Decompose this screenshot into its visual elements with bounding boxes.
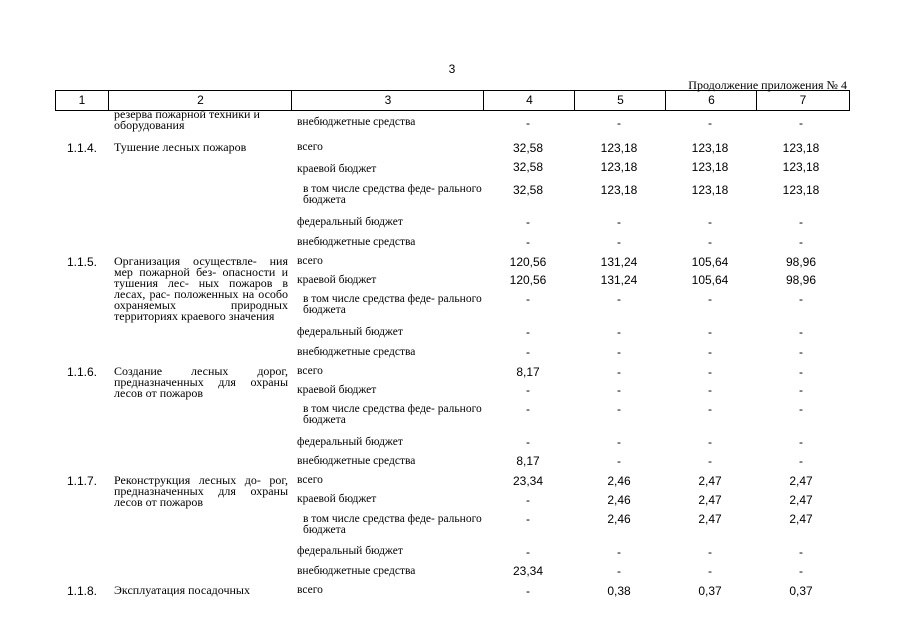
header-col-3: 3 xyxy=(291,91,484,110)
funding-source: федеральный бюджет xyxy=(297,216,403,228)
value-col-7: - xyxy=(799,215,803,229)
value-col-7: - xyxy=(799,545,803,559)
value-col-6: - xyxy=(708,235,712,249)
funding-source: всего xyxy=(297,474,323,486)
value-col-4: 23,34 xyxy=(512,564,544,578)
value-col-4: 23,34 xyxy=(512,474,544,488)
value-col-4: 120,56 xyxy=(509,255,547,269)
value-col-4: - xyxy=(526,402,530,416)
funding-source: внебюджетные средства xyxy=(297,455,416,467)
header-col-2: 2 xyxy=(108,91,292,110)
header-col-1: 1 xyxy=(78,93,86,107)
value-col-5: - xyxy=(617,325,621,339)
value-col-4: - xyxy=(526,493,530,507)
value-col-6: - xyxy=(708,116,712,130)
funding-source: в том числе средства феде- рального бюджета xyxy=(303,403,482,426)
value-col-7: - xyxy=(799,564,803,578)
value-col-5: 2,46 xyxy=(607,493,631,507)
value-col-4: 120,56 xyxy=(509,273,547,287)
value-col-5: - xyxy=(617,235,621,249)
value-col-7: - xyxy=(799,345,803,359)
item-number: 1.1.4. xyxy=(66,141,98,155)
value-col-6: 105,64 xyxy=(691,255,729,269)
value-col-7: 123,18 xyxy=(782,183,820,197)
header-col-5: 5 xyxy=(574,91,666,110)
value-col-6: - xyxy=(708,215,712,229)
value-col-5: - xyxy=(617,454,621,468)
funding-source: внебюджетные средства xyxy=(297,565,416,577)
value-col-4: - xyxy=(526,383,530,397)
funding-source: в том числе средства феде- рального бюджета xyxy=(303,513,482,536)
item-title: Реконструкция лесных до- рог, предназначенных для охраны лесов от пожаров xyxy=(114,473,288,509)
value-col-7: - xyxy=(799,435,803,449)
value-col-5: - xyxy=(617,215,621,229)
funding-source: внебюджетные средства xyxy=(297,236,416,248)
value-col-5: - xyxy=(617,564,621,578)
value-col-5: - xyxy=(617,383,621,397)
value-col-4: 32,58 xyxy=(512,160,544,174)
value-col-5: - xyxy=(617,292,621,306)
value-col-6: - xyxy=(708,545,712,559)
item-number: 1.1.5. xyxy=(66,255,98,269)
header-col-4: 4 xyxy=(483,91,575,110)
value-col-4: 32,58 xyxy=(512,183,544,197)
value-col-7: 123,18 xyxy=(782,141,820,155)
header-col-7: 7 xyxy=(756,91,849,110)
funding-source: федеральный бюджет xyxy=(297,545,403,557)
item-number: 1.1.7. xyxy=(66,474,98,488)
value-col-7: - xyxy=(799,235,803,249)
value-col-7: 123,18 xyxy=(782,160,820,174)
item-title: Создание лесных дорог, предназначенных для охраны лесов от пожаров xyxy=(114,364,288,400)
value-col-7: 98,96 xyxy=(785,273,817,287)
value-col-4: 8,17 xyxy=(516,365,540,379)
funding-source: краевой бюджет xyxy=(297,384,377,396)
value-col-6: - xyxy=(708,435,712,449)
value-col-5: 123,18 xyxy=(600,141,638,155)
value-col-5: 123,18 xyxy=(600,183,638,197)
value-col-6: 123,18 xyxy=(691,160,729,174)
funding-source: краевой бюджет xyxy=(297,163,377,175)
value-col-7: 2,47 xyxy=(789,493,813,507)
value-col-6: - xyxy=(708,454,712,468)
header-col-6: 6 xyxy=(665,91,757,110)
item-title: Организация осуществле- ния мер пожарной без- опасности и тушения лес- ных пожаров в лесах, рас- положенных на особо охраняемых природных территориях краевого значения xyxy=(114,254,288,323)
funding-source: краевой бюджет xyxy=(297,493,377,505)
funding-source: всего xyxy=(297,584,323,596)
funding-source: всего xyxy=(297,255,323,267)
funding-source: внебюджетные средства xyxy=(297,346,416,358)
value-col-6: - xyxy=(708,345,712,359)
value-col-5: 2,46 xyxy=(607,474,631,488)
value-col-6: - xyxy=(708,292,712,306)
value-col-6: - xyxy=(708,365,712,379)
value-col-4: - xyxy=(526,345,530,359)
value-col-5: - xyxy=(617,365,621,379)
value-col-4: - xyxy=(526,584,530,598)
value-col-5: 131,24 xyxy=(600,255,638,269)
value-col-5: - xyxy=(617,435,621,449)
value-col-5: - xyxy=(617,402,621,416)
value-col-4: - xyxy=(526,512,530,526)
value-col-7: - xyxy=(799,402,803,416)
funding-source: федеральный бюджет xyxy=(297,436,403,448)
item-number: 1.1.6. xyxy=(66,365,98,379)
value-col-4: - xyxy=(526,325,530,339)
value-col-6: - xyxy=(708,402,712,416)
value-col-4: 32,58 xyxy=(512,141,544,155)
value-col-7: 2,47 xyxy=(789,512,813,526)
value-col-5: - xyxy=(617,116,621,130)
value-col-4: - xyxy=(526,235,530,249)
item-title: Тушение лесных пожаров xyxy=(114,140,247,154)
value-col-6: 105,64 xyxy=(691,273,729,287)
value-col-5: - xyxy=(617,545,621,559)
value-col-5: - xyxy=(617,345,621,359)
value-col-5: 131,24 xyxy=(600,273,638,287)
value-col-4: - xyxy=(526,116,530,130)
value-col-7: - xyxy=(799,292,803,306)
value-col-6: 0,37 xyxy=(698,584,722,598)
value-col-7: - xyxy=(799,365,803,379)
value-col-7: - xyxy=(799,116,803,130)
value-col-5: 123,18 xyxy=(600,160,638,174)
value-col-4: 8,17 xyxy=(516,454,540,468)
value-col-7: 98,96 xyxy=(785,255,817,269)
funding-source: в том числе средства феде- рального бюджета xyxy=(303,293,482,316)
value-col-6: - xyxy=(708,383,712,397)
item-number: 1.1.8. xyxy=(66,584,98,598)
funding-source: краевой бюджет xyxy=(297,274,377,286)
funding-source: всего xyxy=(297,365,323,377)
value-col-4: - xyxy=(526,435,530,449)
value-col-6: - xyxy=(708,325,712,339)
item-title: резерва пожарной техники и оборудования xyxy=(114,107,260,132)
value-col-7: - xyxy=(799,383,803,397)
value-col-4: - xyxy=(526,292,530,306)
value-col-6: 2,47 xyxy=(698,474,722,488)
value-col-6: 123,18 xyxy=(691,183,729,197)
value-col-6: 2,47 xyxy=(698,512,722,526)
value-col-7: 2,47 xyxy=(789,474,813,488)
value-col-4: - xyxy=(526,215,530,229)
value-col-7: 0,37 xyxy=(789,584,813,598)
funding-source: всего xyxy=(297,141,323,153)
funding-source: федеральный бюджет xyxy=(297,326,403,338)
value-col-5: 0,38 xyxy=(607,584,631,598)
value-col-6: 2,47 xyxy=(698,493,722,507)
continuation-note: Продолжение приложения № 4 xyxy=(688,78,847,92)
value-col-4: - xyxy=(526,545,530,559)
value-col-5: 2,46 xyxy=(607,512,631,526)
funding-source: внебюджетные средства xyxy=(297,116,416,128)
value-col-6: 123,18 xyxy=(691,141,729,155)
value-col-6: - xyxy=(708,564,712,578)
item-title: Эксплуатация посадочных xyxy=(114,583,250,597)
page-number: 3 xyxy=(448,62,456,76)
funding-source: в том числе средства феде- рального бюджета xyxy=(303,183,482,206)
value-col-7: - xyxy=(799,325,803,339)
value-col-7: - xyxy=(799,454,803,468)
